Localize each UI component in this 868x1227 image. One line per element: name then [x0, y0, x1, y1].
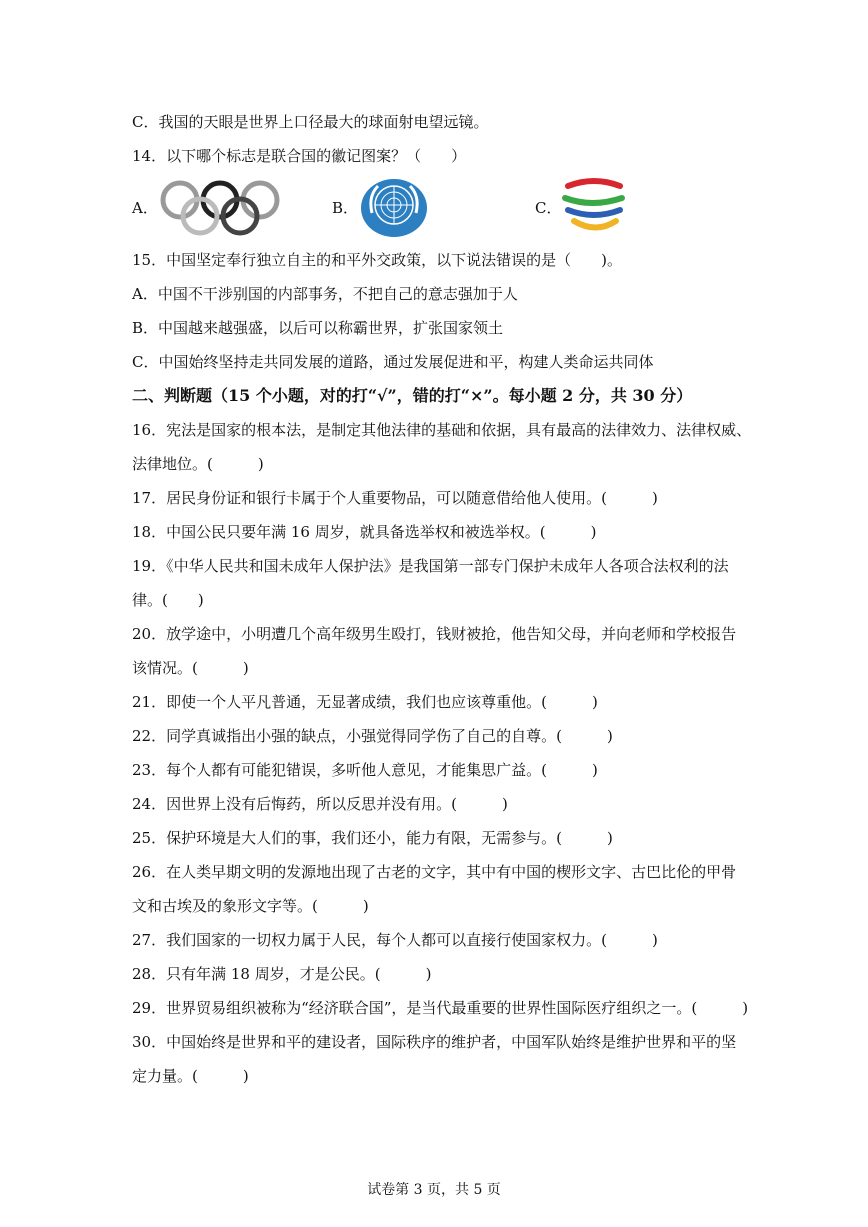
wto-logo-icon: [560, 176, 630, 240]
question-30-line1: 30．中国始终是世界和平的建设者，国际秩序的维护者，中国军队始终是维护世界和平的坚: [132, 1033, 737, 1051]
un-emblem-icon: [360, 178, 428, 242]
question-16-line2: 法律地位。( ): [132, 455, 264, 473]
question-18: 18．中国公民只要年满 16 周岁，就具备选举权和被选举权。( ): [132, 523, 597, 541]
question-24: 24．因世界上没有后悔药，所以反思并没有用。( ): [132, 795, 508, 813]
option-c-q13: C．我国的天眼是世界上口径最大的球面射电望远镜。: [132, 113, 489, 131]
question-22: 22．同学真诚指出小强的缺点，小强觉得同学伤了自己的自尊。( ): [132, 727, 613, 745]
question-30-line2: 定力量。( ): [132, 1067, 249, 1085]
question-25: 25．保护环境是大人们的事，我们还小，能力有限，无需参与。( ): [132, 829, 613, 847]
question-17: 17．居民身份证和银行卡属于个人重要物品，可以随意借给他人使用。( ): [132, 489, 658, 507]
question-23: 23．每个人都有可能犯错误，多听他人意见，才能集思广益。( ): [132, 761, 598, 779]
olympic-rings-icon: [158, 180, 282, 240]
question-28: 28．只有年满 18 周岁，才是公民。( ): [132, 965, 432, 983]
question-16-line1: 16．宪法是国家的根本法，是制定其他法律的基础和依据，具有最高的法律效力、法律权威、: [132, 421, 752, 439]
q14-option-c-label: C．: [535, 199, 562, 217]
question-21: 21．即使一个人平凡普通，无显著成绩，我们也应该尊重他。( ): [132, 693, 598, 711]
q14-option-b-label: B．: [332, 199, 359, 217]
q15-option-a: A．中国不干涉别国的内部事务，不把自己的意志强加于人: [132, 285, 518, 303]
question-26-line1: 26．在人类早期文明的发源地出现了古老的文字，其中有中国的楔形文字、古巴比伦的甲骨: [132, 863, 737, 881]
question-20-line2: 该情况。( ): [132, 659, 249, 677]
q15-option-c: C．中国始终坚持走共同发展的道路，通过发展促进和平，构建人类命运共同体: [132, 353, 654, 371]
q15-option-b: B．中国越来越强盛，以后可以称霸世界，扩张国家领土: [132, 319, 504, 337]
question-26-line2: 文和古埃及的象形文字等。( ): [132, 897, 369, 915]
question-29: 29．世界贸易组织被称为“经济联合国”，是当代最重要的世界性国际医疗组织之一。( ): [132, 999, 749, 1017]
page-footer: 试卷第 3 页，共 5 页: [367, 1182, 501, 1198]
question-20-line1: 20．放学途中，小明遭几个高年级男生殴打，钱财被抢，他告知父母，并向老师和学校报告: [132, 625, 737, 643]
question-19-line1: 19．《中华人民共和国未成年人保护法》是我国第一部专门保护未成年人各项合法权利的法: [132, 557, 729, 575]
section-2-heading: 二、判断题（15 个小题，对的打“√”，错的打“×”。每小题 2 分，共 30 分）: [132, 386, 693, 405]
q14-option-a-label: A．: [132, 199, 158, 217]
question-27: 27．我们国家的一切权力属于人民，每个人都可以直接行使国家权力。( ): [132, 931, 658, 949]
question-15: 15．中国坚定奉行独立自主的和平外交政策，以下说法错误的是（ )。: [132, 251, 622, 269]
question-14: 14．以下哪个标志是联合国的徽记图案？（ ）: [132, 147, 467, 165]
question-19-line2: 律。( ): [132, 591, 204, 609]
